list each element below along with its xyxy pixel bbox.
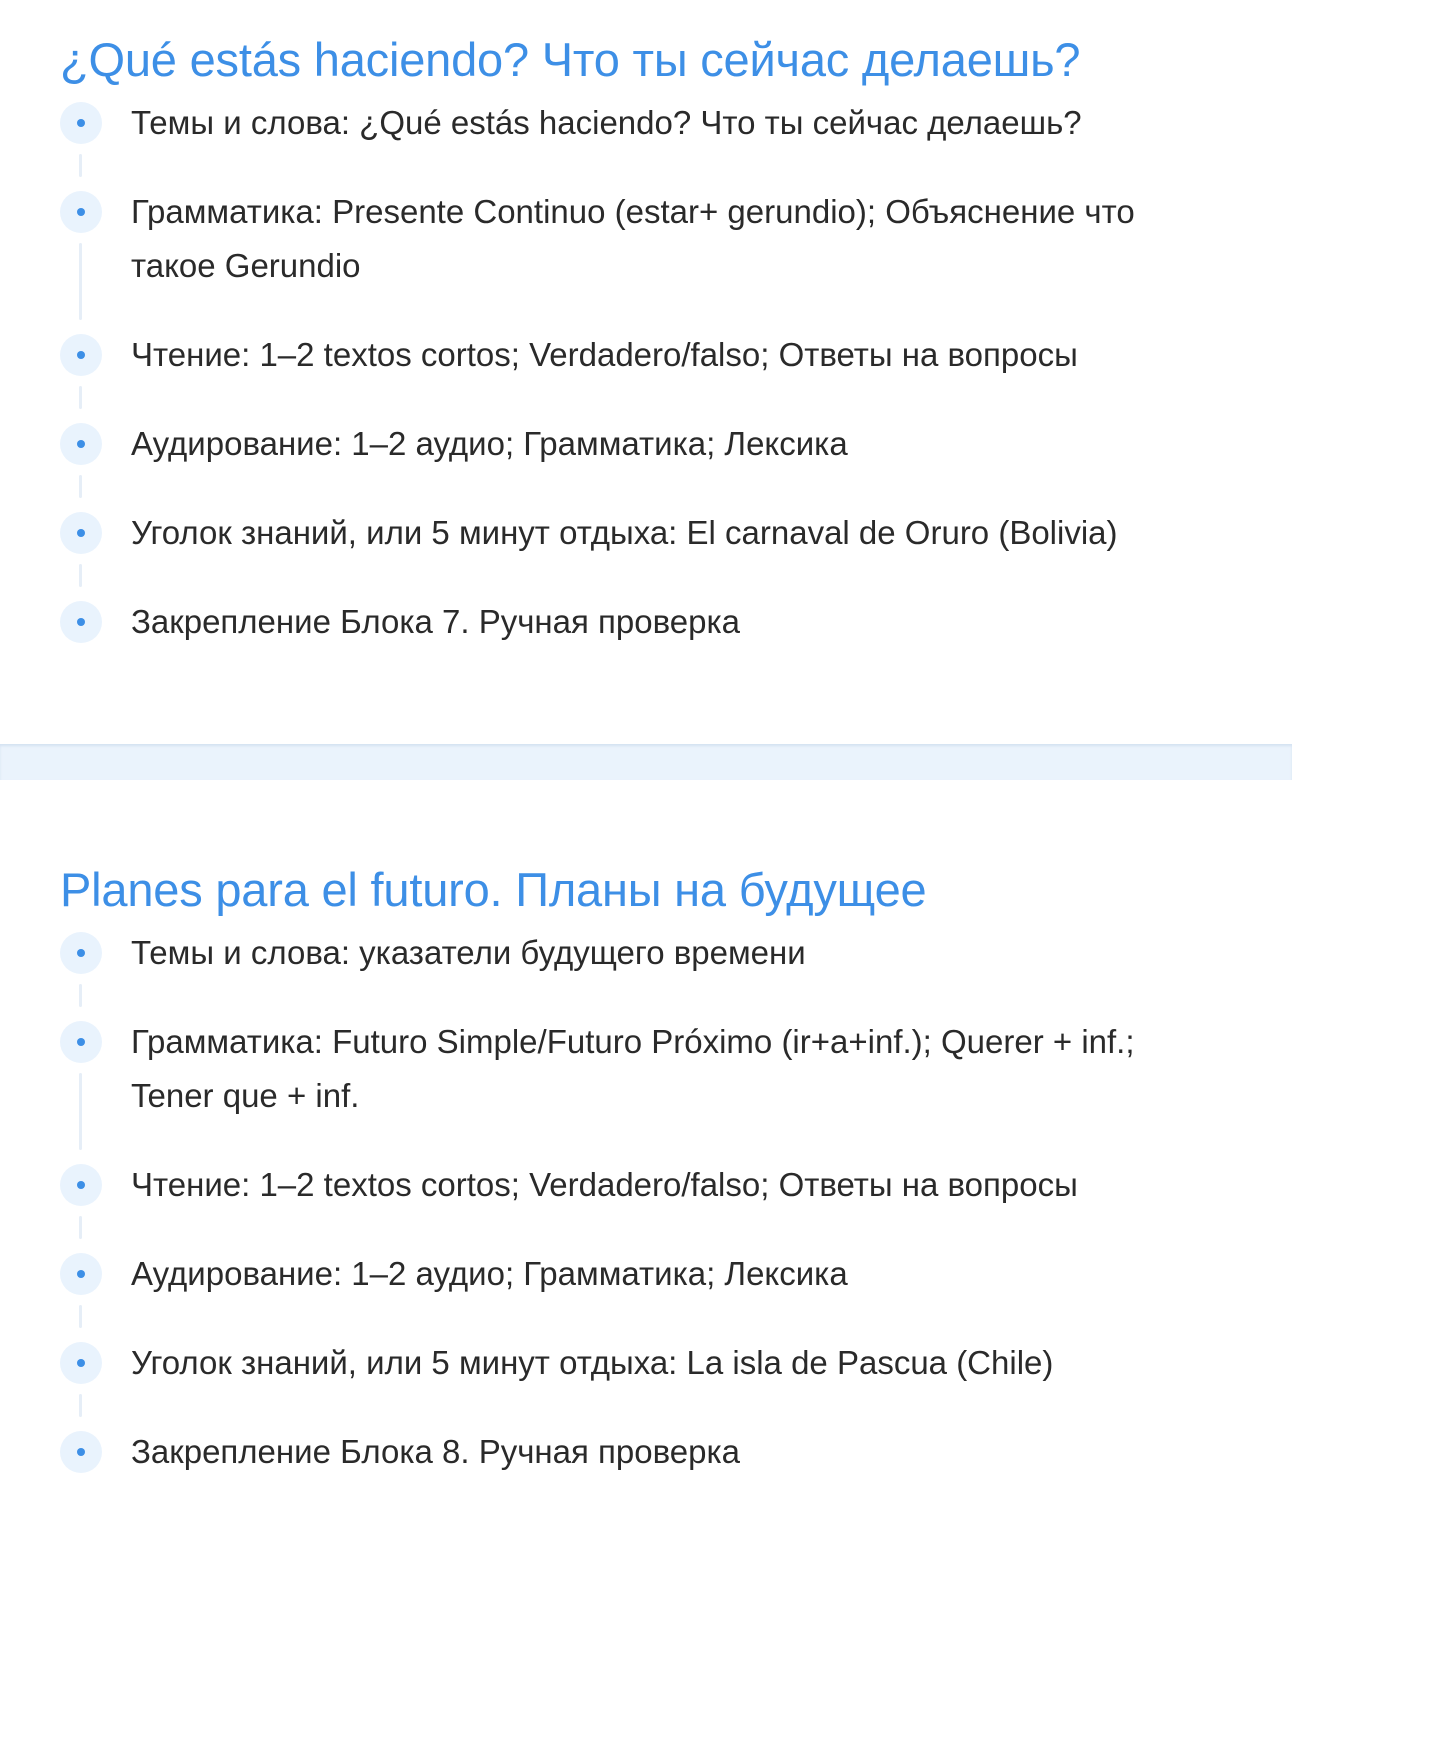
timeline-connector: [79, 1216, 82, 1239]
list-item: [0, 506, 1292, 595]
topic-text: Грамматика: Futuro Simple/Futuro Próximo (ir+a+inf.); Querer + inf.; Tener que + inf.: [131, 1023, 1135, 1114]
timeline-connector: [79, 1305, 82, 1328]
dot-bullet-icon: [60, 512, 102, 554]
topic-text: Темы и слова: указатели будущего времени: [131, 934, 806, 971]
dot-bullet-icon: [60, 102, 102, 144]
topic-text: Аудирование: 1–2 аудио; Грамматика; Лексика: [131, 425, 848, 462]
topic-text: Чтение: 1–2 textos cortos; Verdadero/falso; Ответы на вопросы: [131, 1166, 1078, 1203]
list-item: [0, 328, 1292, 417]
timeline-connector: [79, 386, 82, 409]
list-item: [0, 926, 1292, 1015]
list-item: [0, 1336, 1292, 1425]
topic-text: Чтение: 1–2 textos cortos; Verdadero/falso; Ответы на вопросы: [131, 336, 1078, 373]
dot-bullet-icon: [60, 1021, 102, 1063]
dot-bullet-icon: [60, 1253, 102, 1295]
timeline-connector: [79, 243, 82, 320]
dot-bullet-icon: [60, 334, 102, 376]
module-title: Planes para el futuro. Планы на будущее: [60, 863, 927, 916]
dot-bullet-icon: [60, 1342, 102, 1384]
list-item: [0, 417, 1292, 506]
timeline-connector: [79, 984, 82, 1007]
topic-text: Закрепление Блока 7. Ручная проверка: [131, 603, 741, 640]
list-item: [0, 595, 1292, 649]
list-item: [0, 1425, 1292, 1479]
topic-text: Аудирование: 1–2 аудио; Грамматика; Лексика: [131, 1255, 848, 1292]
topic-text: Уголок знаний, или 5 минут отдыха: El carnaval de Oruro (Bolivia): [131, 514, 1118, 551]
topic-text: Грамматика: Presente Continuo (estar+ gerundio); Объяснение что такое Gerundio: [131, 193, 1135, 284]
timeline-connector: [79, 1394, 82, 1417]
list-item: [0, 185, 1292, 328]
topic-text: Закрепление Блока 8. Ручная проверка: [131, 1433, 741, 1470]
timeline-connector: [79, 154, 82, 177]
list-item: [0, 1247, 1292, 1336]
timeline-connector: [79, 475, 82, 498]
dot-bullet-icon: [60, 1164, 102, 1206]
section-divider: [0, 744, 1292, 780]
timeline-connector: [79, 564, 82, 587]
dot-bullet-icon: [60, 932, 102, 974]
list-item: [0, 1015, 1292, 1158]
dot-bullet-icon: [60, 191, 102, 233]
topic-list: [0, 926, 1292, 1479]
list-item: [0, 1158, 1292, 1247]
topic-text: Темы и слова: ¿Qué estás haciendo? Что ты сейчас делаешь?: [131, 104, 1082, 141]
timeline-connector: [79, 1073, 82, 1150]
topic-text: Уголок знаний, или 5 минут отдыха: La isla de Pascua (Chile): [131, 1344, 1054, 1381]
dot-bullet-icon: [60, 1431, 102, 1473]
topic-list: [0, 96, 1292, 649]
dot-bullet-icon: [60, 423, 102, 465]
dot-bullet-icon: [60, 601, 102, 643]
list-item: [0, 96, 1292, 185]
module-title: ¿Qué estás haciendo? Что ты сейчас делаешь?: [60, 33, 1081, 86]
